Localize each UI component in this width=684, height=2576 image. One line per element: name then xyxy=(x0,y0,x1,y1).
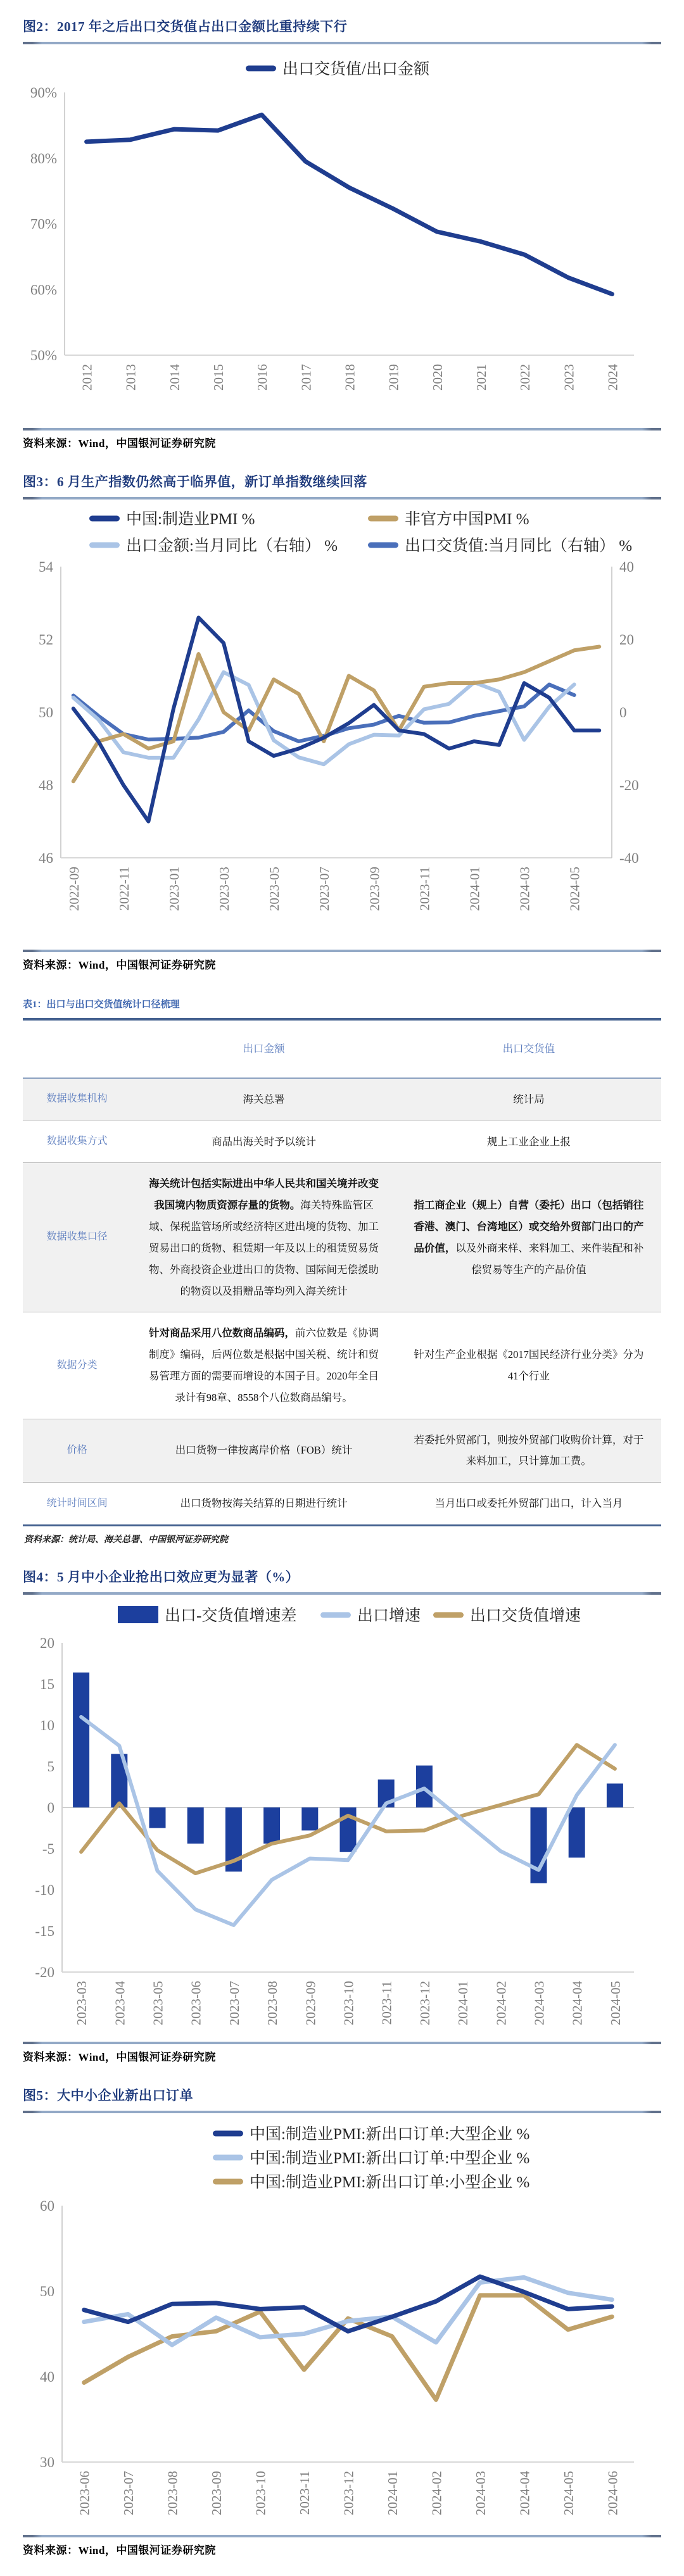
svg-text:20: 20 xyxy=(40,1635,54,1651)
svg-text:52: 52 xyxy=(39,632,53,648)
svg-text:2024-04: 2024-04 xyxy=(517,2471,533,2515)
svg-text:2023-01: 2023-01 xyxy=(166,867,182,911)
svg-text:2024-05: 2024-05 xyxy=(560,2471,576,2515)
svg-text:2023-05: 2023-05 xyxy=(150,1981,166,2025)
table-1-source: 资料来源：统计局、海关总署、中国银河证券研究院 xyxy=(24,1535,228,1545)
svg-text:60: 60 xyxy=(40,2198,54,2214)
svg-text:非官方中国PMI %: 非官方中国PMI % xyxy=(405,511,529,528)
figure-4-source: 资料来源：Wind，中国银河证券研究院 xyxy=(23,2051,216,2063)
svg-text:2023: 2023 xyxy=(561,364,577,391)
svg-text:2020: 2020 xyxy=(429,364,445,391)
table-row xyxy=(23,1163,661,1312)
figure-5-title: 图5：大中小企业新出口订单 xyxy=(23,2088,193,2103)
svg-text:54: 54 xyxy=(39,559,53,575)
svg-text:2024-03: 2024-03 xyxy=(531,1981,547,2025)
svg-text:出口金额:当月同比（右轴） %: 出口金额:当月同比（右轴） % xyxy=(126,537,338,555)
table-row xyxy=(23,1483,661,1524)
svg-text:2024-06: 2024-06 xyxy=(605,2471,621,2515)
svg-text:中国:制造业PMI:新出口订单:中型企业 %: 中国:制造业PMI:新出口订单:中型企业 % xyxy=(250,2150,530,2167)
svg-text:中国:制造业PMI %: 中国:制造业PMI % xyxy=(126,511,255,528)
table-cell: 当月出口或委托外贸部门出口，计入当月 xyxy=(434,1497,623,1510)
table-header-row xyxy=(23,1021,661,1079)
svg-text:0: 0 xyxy=(47,1800,54,1816)
svg-text:2024-01: 2024-01 xyxy=(455,1981,471,2025)
svg-text:2015: 2015 xyxy=(211,364,227,391)
svg-text:2023-03: 2023-03 xyxy=(217,867,232,911)
svg-text:2012: 2012 xyxy=(79,364,95,391)
svg-text:2023-11: 2023-11 xyxy=(297,2471,313,2515)
divider xyxy=(23,42,661,44)
svg-text:30: 30 xyxy=(40,2454,54,2470)
svg-text:0: 0 xyxy=(619,705,627,720)
table-cell: 若委托外贸部门，则按外贸部门收购价计算，对于来料加工，只计算加工费。 xyxy=(414,1433,644,1467)
table-row-label: 数据收集机构 xyxy=(46,1093,108,1105)
svg-text:出口-交货值增速差: 出口-交货值增速差 xyxy=(165,1607,297,1624)
table-cell: 针对商品采用八位数商品编码，前六位数是《协调制度》编码，后两位数是根据中国关税、统计和贸易管理方面的需要而增设的本国子目。2020年全目录计有98章、8558个八位数商品编号。 xyxy=(149,1327,379,1404)
svg-text:中国:制造业PMI:新出口订单:大型企业 %: 中国:制造业PMI:新出口订单:大型企业 % xyxy=(250,2126,530,2143)
figure-3-line-chart xyxy=(23,503,661,950)
svg-text:2018: 2018 xyxy=(342,364,358,391)
svg-text:2023-12: 2023-12 xyxy=(417,1981,433,2025)
table-corner-cell xyxy=(23,1021,131,1078)
svg-text:40: 40 xyxy=(619,559,634,575)
svg-text:46: 46 xyxy=(39,850,53,866)
svg-text:80%: 80% xyxy=(30,150,57,166)
svg-text:2014: 2014 xyxy=(167,364,182,391)
table-cell: 商品出海关时予以统计 xyxy=(212,1135,317,1148)
svg-text:中国:制造业PMI:新出口订单:小型企业 %: 中国:制造业PMI:新出口订单:小型企业 % xyxy=(250,2174,530,2191)
svg-text:2022-09: 2022-09 xyxy=(66,867,82,911)
svg-text:70%: 70% xyxy=(30,216,57,232)
svg-text:2024-03: 2024-03 xyxy=(472,2471,488,2515)
table-row xyxy=(23,1419,661,1483)
divider xyxy=(23,950,661,952)
svg-text:2019: 2019 xyxy=(386,364,402,391)
svg-text:2023-11: 2023-11 xyxy=(379,1981,395,2025)
table-cell: 出口货物一律按离岸价格（FOB）统计 xyxy=(175,1444,353,1457)
svg-text:2024-04: 2024-04 xyxy=(569,1981,585,2025)
svg-text:2023-05: 2023-05 xyxy=(267,867,282,911)
table-row-label: 数据分类 xyxy=(56,1359,98,1371)
table-column-header: 出口交货值 xyxy=(502,1043,555,1055)
table-row-label: 数据收集口径 xyxy=(46,1231,108,1243)
divider xyxy=(23,497,661,499)
svg-text:50: 50 xyxy=(39,705,53,720)
svg-text:90%: 90% xyxy=(30,85,57,101)
svg-text:出口交货值增速: 出口交货值增速 xyxy=(470,1607,581,1624)
svg-text:2023-03: 2023-03 xyxy=(74,1981,90,2025)
svg-text:2021: 2021 xyxy=(473,364,489,391)
table-cell: 统计局 xyxy=(513,1093,545,1105)
svg-text:-20: -20 xyxy=(619,777,639,793)
table-row-label: 价格 xyxy=(66,1444,87,1455)
table-column-header: 出口金额 xyxy=(243,1043,285,1055)
figure-2-source: 资料来源：Wind，中国银河证券研究院 xyxy=(23,437,216,449)
svg-text:15: 15 xyxy=(40,1676,54,1692)
table-row xyxy=(23,1312,661,1419)
svg-text:2024-02: 2024-02 xyxy=(429,2471,445,2515)
table-cell: 出口货物按海关结算的日期进行统计 xyxy=(180,1497,348,1510)
svg-text:-5: -5 xyxy=(42,1841,54,1857)
figure-3-source: 资料来源：Wind，中国银河证券研究院 xyxy=(23,959,216,971)
svg-text:-20: -20 xyxy=(35,1964,54,1980)
svg-text:-10: -10 xyxy=(35,1882,54,1898)
comparison-table xyxy=(23,1018,661,1526)
svg-text:2024-05: 2024-05 xyxy=(607,1981,623,2025)
figure-2-section xyxy=(23,16,661,450)
svg-text:出口交货值/出口金额: 出口交货值/出口金额 xyxy=(282,61,429,78)
figure-2-title: 图2：2017 年之后出口交货值占出口金额比重持续下行 xyxy=(23,19,348,34)
table-cell: 海关统计包括实际进出中华人民共和国关境并改变我国境内物质资源存量的货物。海关特殊监管区域、保税监管场所或经济特区进出境的货物、加工贸易出口的货物、租赁期一年及以上的租赁贸易货物、外商投资企业进出口的货物、国际间无偿援助的物资以及捐赠品等均列入海关统计 xyxy=(149,1178,379,1297)
svg-text:2016: 2016 xyxy=(255,364,270,391)
svg-text:50%: 50% xyxy=(30,348,57,363)
svg-text:2023-09: 2023-09 xyxy=(209,2471,225,2515)
figure-4-bar-line-chart xyxy=(23,1599,661,2042)
table-row xyxy=(23,1079,661,1121)
table-cell: 针对生产企业根据《2017国民经济行业分类》分为41个行业 xyxy=(414,1348,644,1382)
table-cell: 指工商企业（规上）自营（委托）出口（包括销往香港、澳门、台湾地区）或交给外贸部门出口的产品价值，以及外商来样、来料加工、来件装配和补偿贸易等生产的产品价值 xyxy=(414,1199,644,1276)
table-row xyxy=(23,1121,661,1164)
figure-5-section xyxy=(23,2085,661,2557)
figure-5-source: 资料来源：Wind，中国银河证券研究院 xyxy=(23,2544,216,2556)
svg-text:2017: 2017 xyxy=(298,364,314,391)
svg-text:2023-10: 2023-10 xyxy=(253,2471,269,2515)
divider xyxy=(23,2042,661,2044)
svg-text:2023-09: 2023-09 xyxy=(367,867,383,911)
svg-text:60%: 60% xyxy=(30,282,57,298)
table-1-title: 表1：出口与出口交货值统计口径梳理 xyxy=(23,1000,180,1010)
svg-text:48: 48 xyxy=(39,777,53,793)
table-cell: 规上工业企业上报 xyxy=(486,1135,571,1148)
svg-text:2023-08: 2023-08 xyxy=(265,1981,281,2025)
svg-text:2013: 2013 xyxy=(123,364,139,391)
svg-text:2024: 2024 xyxy=(605,364,621,391)
svg-text:5: 5 xyxy=(47,1759,54,1775)
svg-text:2022-11: 2022-11 xyxy=(116,867,132,911)
svg-text:2024-01: 2024-01 xyxy=(467,867,483,911)
figure-4-section xyxy=(23,1567,661,2064)
svg-text:2023-07: 2023-07 xyxy=(226,1981,242,2025)
svg-text:2024-03: 2024-03 xyxy=(517,867,533,911)
svg-text:2024-02: 2024-02 xyxy=(493,1981,509,2025)
svg-text:-15: -15 xyxy=(35,1923,54,1939)
svg-text:2023-06: 2023-06 xyxy=(77,2471,92,2515)
svg-text:40: 40 xyxy=(40,2369,54,2385)
svg-text:50: 50 xyxy=(40,2284,54,2299)
svg-text:2023-08: 2023-08 xyxy=(165,2471,180,2515)
figure-4-title: 图4：5 月中小企业抢出口效应更为显著（%） xyxy=(23,1569,300,1585)
svg-text:2023-07: 2023-07 xyxy=(121,2471,137,2515)
table-row-label: 统计时间区间 xyxy=(46,1497,108,1509)
table-row-label: 数据收集方式 xyxy=(46,1136,108,1147)
divider xyxy=(23,1592,661,1595)
svg-text:2022: 2022 xyxy=(517,364,533,391)
divider xyxy=(23,2111,661,2113)
svg-text:2023-11: 2023-11 xyxy=(417,867,433,911)
svg-text:2024-05: 2024-05 xyxy=(567,867,583,911)
svg-text:2023-07: 2023-07 xyxy=(317,867,332,911)
svg-text:2023-10: 2023-10 xyxy=(341,1981,357,2025)
svg-text:出口增速: 出口增速 xyxy=(357,1607,421,1624)
figure-3-section xyxy=(23,472,661,972)
figure-5-line-chart xyxy=(23,2117,661,2535)
figure-2-line-chart xyxy=(23,48,661,428)
svg-text:2023-09: 2023-09 xyxy=(303,1981,319,2025)
table-1-section xyxy=(23,997,661,1545)
svg-text:10: 10 xyxy=(40,1718,54,1733)
figure-3-title: 图3：6 月生产指数仍然高于临界值，新订单指数继续回落 xyxy=(23,474,367,489)
svg-text:-40: -40 xyxy=(619,850,639,866)
svg-text:2023-12: 2023-12 xyxy=(341,2471,357,2515)
divider xyxy=(23,2535,661,2537)
divider xyxy=(23,428,661,430)
svg-text:20: 20 xyxy=(619,632,634,648)
svg-text:2023-06: 2023-06 xyxy=(188,1981,204,2025)
svg-text:2023-04: 2023-04 xyxy=(112,1981,128,2025)
svg-text:出口交货值:当月同比（右轴） %: 出口交货值:当月同比（右轴） % xyxy=(405,537,633,555)
svg-text:2024-01: 2024-01 xyxy=(384,2471,400,2515)
table-cell: 海关总署 xyxy=(243,1093,285,1105)
